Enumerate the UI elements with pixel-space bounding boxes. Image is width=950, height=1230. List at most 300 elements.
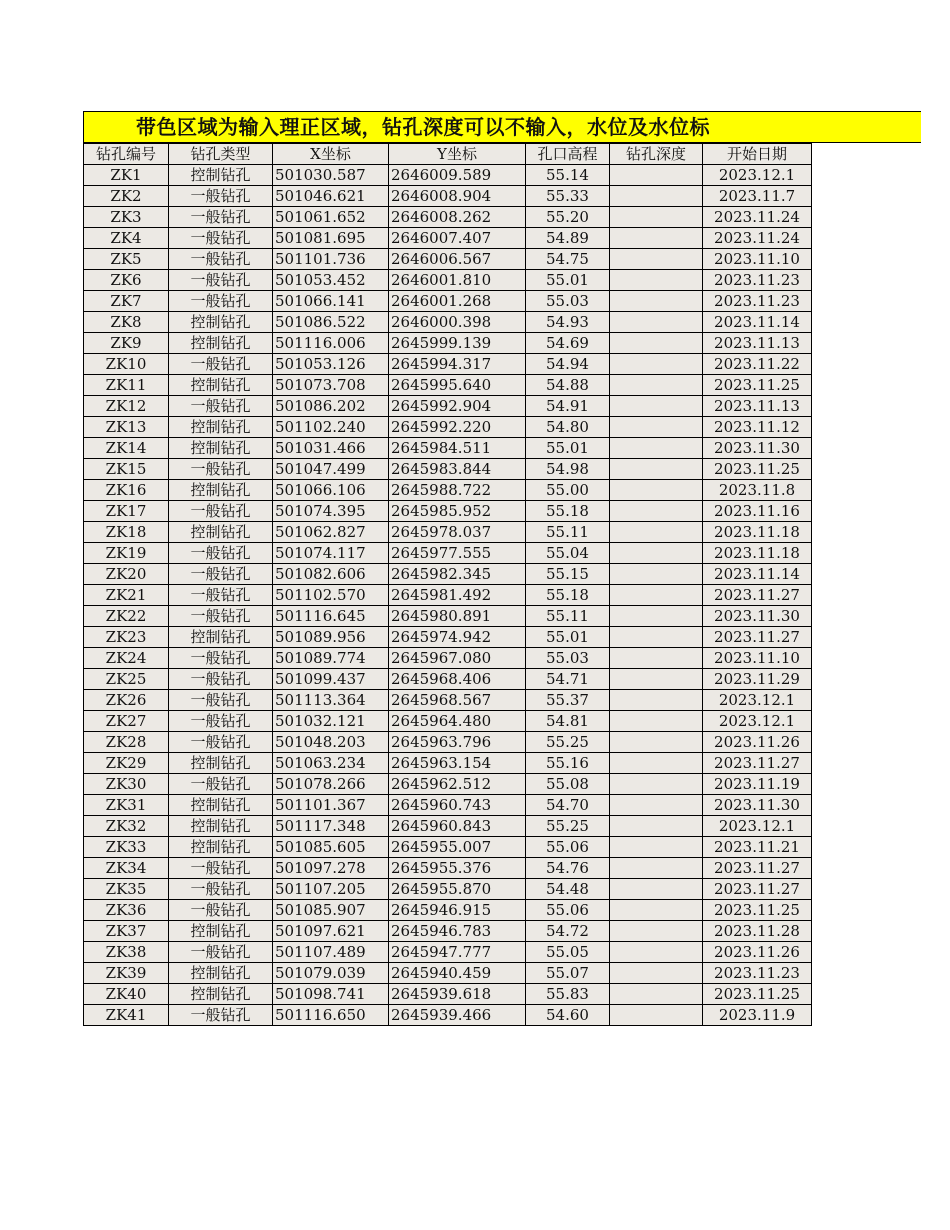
cell-x-coordinate[interactable]: 501098.741 xyxy=(273,984,389,1005)
cell-start-date[interactable]: 2023.11.25 xyxy=(703,375,812,396)
cell-borehole-depth[interactable] xyxy=(610,837,703,858)
cell-start-date[interactable]: 2023.11.24 xyxy=(703,207,812,228)
cell-y-coordinate[interactable]: 2645939.466 xyxy=(389,1005,526,1026)
cell-collar-elevation[interactable]: 54.72 xyxy=(526,921,610,942)
cell-borehole-type[interactable]: 控制钻孔 xyxy=(169,333,273,354)
header-y-coordinate[interactable]: Y坐标 xyxy=(389,144,526,165)
cell-start-date[interactable]: 2023.11.13 xyxy=(703,333,812,354)
cell-borehole-depth[interactable] xyxy=(610,711,703,732)
cell-collar-elevation[interactable]: 55.03 xyxy=(526,648,610,669)
cell-collar-elevation[interactable]: 54.76 xyxy=(526,858,610,879)
cell-y-coordinate[interactable]: 2646000.398 xyxy=(389,312,526,333)
cell-collar-elevation[interactable]: 55.16 xyxy=(526,753,610,774)
cell-borehole-id[interactable]: ZK23 xyxy=(84,627,169,648)
cell-borehole-id[interactable]: ZK40 xyxy=(84,984,169,1005)
cell-x-coordinate[interactable]: 501066.141 xyxy=(273,291,389,312)
cell-x-coordinate[interactable]: 501078.266 xyxy=(273,774,389,795)
cell-start-date[interactable]: 2023.11.18 xyxy=(703,543,812,564)
header-collar-elevation[interactable]: 孔口高程 xyxy=(526,144,610,165)
cell-y-coordinate[interactable]: 2645960.843 xyxy=(389,816,526,837)
cell-start-date[interactable]: 2023.11.26 xyxy=(703,732,812,753)
cell-borehole-depth[interactable] xyxy=(610,1005,703,1026)
cell-y-coordinate[interactable]: 2645992.220 xyxy=(389,417,526,438)
cell-x-coordinate[interactable]: 501099.437 xyxy=(273,669,389,690)
cell-start-date[interactable]: 2023.12.1 xyxy=(703,690,812,711)
cell-x-coordinate[interactable]: 501086.202 xyxy=(273,396,389,417)
cell-y-coordinate[interactable]: 2645946.915 xyxy=(389,900,526,921)
cell-borehole-id[interactable]: ZK30 xyxy=(84,774,169,795)
cell-x-coordinate[interactable]: 501053.452 xyxy=(273,270,389,291)
cell-borehole-type[interactable]: 一般钻孔 xyxy=(169,879,273,900)
cell-borehole-type[interactable]: 一般钻孔 xyxy=(169,354,273,375)
cell-borehole-id[interactable]: ZK25 xyxy=(84,669,169,690)
cell-collar-elevation[interactable]: 55.11 xyxy=(526,606,610,627)
cell-collar-elevation[interactable]: 55.14 xyxy=(526,165,610,186)
cell-borehole-id[interactable]: ZK26 xyxy=(84,690,169,711)
cell-y-coordinate[interactable]: 2645962.512 xyxy=(389,774,526,795)
cell-start-date[interactable]: 2023.11.27 xyxy=(703,753,812,774)
cell-start-date[interactable]: 2023.11.10 xyxy=(703,249,812,270)
cell-borehole-type[interactable]: 控制钻孔 xyxy=(169,984,273,1005)
cell-borehole-type[interactable]: 一般钻孔 xyxy=(169,249,273,270)
cell-collar-elevation[interactable]: 54.48 xyxy=(526,879,610,900)
cell-x-coordinate[interactable]: 501113.364 xyxy=(273,690,389,711)
cell-x-coordinate[interactable]: 501047.499 xyxy=(273,459,389,480)
header-start-date[interactable]: 开始日期 xyxy=(703,144,812,165)
cell-collar-elevation[interactable]: 55.05 xyxy=(526,942,610,963)
cell-collar-elevation[interactable]: 55.25 xyxy=(526,732,610,753)
cell-borehole-depth[interactable] xyxy=(610,921,703,942)
cell-borehole-depth[interactable] xyxy=(610,165,703,186)
cell-borehole-depth[interactable] xyxy=(610,207,703,228)
cell-start-date[interactable]: 2023.11.25 xyxy=(703,984,812,1005)
cell-borehole-type[interactable]: 一般钻孔 xyxy=(169,669,273,690)
cell-x-coordinate[interactable]: 501116.650 xyxy=(273,1005,389,1026)
cell-x-coordinate[interactable]: 501031.466 xyxy=(273,438,389,459)
cell-borehole-type[interactable]: 控制钻孔 xyxy=(169,312,273,333)
cell-borehole-type[interactable]: 控制钻孔 xyxy=(169,837,273,858)
cell-borehole-depth[interactable] xyxy=(610,480,703,501)
cell-borehole-depth[interactable] xyxy=(610,879,703,900)
cell-borehole-depth[interactable] xyxy=(610,984,703,1005)
cell-borehole-depth[interactable] xyxy=(610,501,703,522)
cell-x-coordinate[interactable]: 501066.106 xyxy=(273,480,389,501)
cell-borehole-id[interactable]: ZK19 xyxy=(84,543,169,564)
cell-borehole-id[interactable]: ZK22 xyxy=(84,606,169,627)
cell-start-date[interactable]: 2023.11.30 xyxy=(703,438,812,459)
cell-borehole-type[interactable]: 一般钻孔 xyxy=(169,1005,273,1026)
cell-y-coordinate[interactable]: 2645994.317 xyxy=(389,354,526,375)
cell-x-coordinate[interactable]: 501117.348 xyxy=(273,816,389,837)
cell-start-date[interactable]: 2023.11.9 xyxy=(703,1005,812,1026)
cell-x-coordinate[interactable]: 501116.645 xyxy=(273,606,389,627)
cell-y-coordinate[interactable]: 2645963.154 xyxy=(389,753,526,774)
cell-start-date[interactable]: 2023.11.19 xyxy=(703,774,812,795)
cell-borehole-depth[interactable] xyxy=(610,396,703,417)
cell-y-coordinate[interactable]: 2645963.796 xyxy=(389,732,526,753)
cell-start-date[interactable]: 2023.12.1 xyxy=(703,165,812,186)
cell-borehole-id[interactable]: ZK14 xyxy=(84,438,169,459)
cell-y-coordinate[interactable]: 2646006.567 xyxy=(389,249,526,270)
cell-start-date[interactable]: 2023.11.27 xyxy=(703,627,812,648)
cell-y-coordinate[interactable]: 2645955.376 xyxy=(389,858,526,879)
cell-y-coordinate[interactable]: 2645992.904 xyxy=(389,396,526,417)
cell-borehole-type[interactable]: 一般钻孔 xyxy=(169,648,273,669)
cell-y-coordinate[interactable]: 2646001.810 xyxy=(389,270,526,291)
cell-borehole-depth[interactable] xyxy=(610,942,703,963)
cell-collar-elevation[interactable]: 54.75 xyxy=(526,249,610,270)
cell-start-date[interactable]: 2023.11.27 xyxy=(703,858,812,879)
cell-collar-elevation[interactable]: 55.33 xyxy=(526,186,610,207)
cell-borehole-id[interactable]: ZK3 xyxy=(84,207,169,228)
cell-y-coordinate[interactable]: 2645947.777 xyxy=(389,942,526,963)
cell-borehole-depth[interactable] xyxy=(610,648,703,669)
cell-borehole-type[interactable]: 一般钻孔 xyxy=(169,900,273,921)
cell-y-coordinate[interactable]: 2646007.407 xyxy=(389,228,526,249)
cell-x-coordinate[interactable]: 501101.736 xyxy=(273,249,389,270)
cell-borehole-depth[interactable] xyxy=(610,690,703,711)
cell-start-date[interactable]: 2023.12.1 xyxy=(703,816,812,837)
cell-borehole-id[interactable]: ZK38 xyxy=(84,942,169,963)
cell-start-date[interactable]: 2023.11.27 xyxy=(703,879,812,900)
header-x-coordinate[interactable]: X坐标 xyxy=(273,144,389,165)
cell-borehole-type[interactable]: 一般钻孔 xyxy=(169,606,273,627)
cell-borehole-id[interactable]: ZK13 xyxy=(84,417,169,438)
cell-borehole-id[interactable]: ZK2 xyxy=(84,186,169,207)
cell-borehole-type[interactable]: 控制钻孔 xyxy=(169,375,273,396)
cell-y-coordinate[interactable]: 2645939.618 xyxy=(389,984,526,1005)
cell-x-coordinate[interactable]: 501048.203 xyxy=(273,732,389,753)
cell-borehole-depth[interactable] xyxy=(610,816,703,837)
cell-collar-elevation[interactable]: 55.15 xyxy=(526,564,610,585)
header-borehole-depth[interactable]: 钻孔深度 xyxy=(610,144,703,165)
cell-borehole-depth[interactable] xyxy=(610,669,703,690)
cell-collar-elevation[interactable]: 54.71 xyxy=(526,669,610,690)
cell-start-date[interactable]: 2023.11.18 xyxy=(703,522,812,543)
cell-start-date[interactable]: 2023.11.22 xyxy=(703,354,812,375)
cell-y-coordinate[interactable]: 2646008.904 xyxy=(389,186,526,207)
cell-borehole-depth[interactable] xyxy=(610,753,703,774)
cell-y-coordinate[interactable]: 2645955.007 xyxy=(389,837,526,858)
cell-y-coordinate[interactable]: 2645985.952 xyxy=(389,501,526,522)
cell-y-coordinate[interactable]: 2645968.406 xyxy=(389,669,526,690)
table-row xyxy=(84,585,812,606)
cell-borehole-id[interactable]: ZK29 xyxy=(84,753,169,774)
cell-borehole-type[interactable]: 一般钻孔 xyxy=(169,270,273,291)
cell-borehole-depth[interactable] xyxy=(610,186,703,207)
cell-borehole-id[interactable]: ZK27 xyxy=(84,711,169,732)
cell-y-coordinate[interactable]: 2646001.268 xyxy=(389,291,526,312)
cell-borehole-id[interactable]: ZK15 xyxy=(84,459,169,480)
cell-y-coordinate[interactable]: 2645960.743 xyxy=(389,795,526,816)
cell-y-coordinate[interactable]: 2645995.640 xyxy=(389,375,526,396)
cell-borehole-id[interactable]: ZK28 xyxy=(84,732,169,753)
cell-collar-elevation[interactable]: 54.88 xyxy=(526,375,610,396)
cell-start-date[interactable]: 2023.11.24 xyxy=(703,228,812,249)
cell-collar-elevation[interactable]: 55.83 xyxy=(526,984,610,1005)
cell-borehole-depth[interactable] xyxy=(610,438,703,459)
cell-borehole-type[interactable]: 一般钻孔 xyxy=(169,207,273,228)
cell-borehole-depth[interactable] xyxy=(610,522,703,543)
cell-borehole-id[interactable]: ZK41 xyxy=(84,1005,169,1026)
cell-x-coordinate[interactable]: 501085.605 xyxy=(273,837,389,858)
cell-borehole-id[interactable]: ZK17 xyxy=(84,501,169,522)
table-row xyxy=(84,921,812,942)
cell-borehole-type[interactable]: 一般钻孔 xyxy=(169,291,273,312)
cell-borehole-id[interactable]: ZK4 xyxy=(84,228,169,249)
cell-borehole-id[interactable]: ZK6 xyxy=(84,270,169,291)
cell-borehole-depth[interactable] xyxy=(610,312,703,333)
cell-borehole-id[interactable]: ZK10 xyxy=(84,354,169,375)
cell-y-coordinate[interactable]: 2645981.492 xyxy=(389,585,526,606)
cell-collar-elevation[interactable]: 55.01 xyxy=(526,438,610,459)
cell-borehole-type[interactable]: 控制钻孔 xyxy=(169,480,273,501)
cell-x-coordinate[interactable]: 501101.367 xyxy=(273,795,389,816)
cell-collar-elevation[interactable]: 55.18 xyxy=(526,501,610,522)
cell-borehole-type[interactable]: 控制钻孔 xyxy=(169,438,273,459)
cell-borehole-type[interactable]: 一般钻孔 xyxy=(169,228,273,249)
cell-x-coordinate[interactable]: 501053.126 xyxy=(273,354,389,375)
cell-y-coordinate[interactable]: 2645980.891 xyxy=(389,606,526,627)
cell-collar-elevation[interactable]: 54.93 xyxy=(526,312,610,333)
cell-x-coordinate[interactable]: 501032.121 xyxy=(273,711,389,732)
cell-borehole-depth[interactable] xyxy=(610,858,703,879)
cell-x-coordinate[interactable]: 501073.708 xyxy=(273,375,389,396)
cell-borehole-depth[interactable] xyxy=(610,249,703,270)
cell-borehole-depth[interactable] xyxy=(610,564,703,585)
cell-borehole-depth[interactable] xyxy=(610,228,703,249)
cell-start-date[interactable]: 2023.11.27 xyxy=(703,585,812,606)
cell-y-coordinate[interactable]: 2645977.555 xyxy=(389,543,526,564)
cell-x-coordinate[interactable]: 501061.652 xyxy=(273,207,389,228)
cell-borehole-depth[interactable] xyxy=(610,585,703,606)
table-row xyxy=(84,627,812,648)
header-borehole-type[interactable]: 钻孔类型 xyxy=(169,144,273,165)
cell-start-date[interactable]: 2023.11.12 xyxy=(703,417,812,438)
cell-borehole-id[interactable]: ZK12 xyxy=(84,396,169,417)
cell-borehole-depth[interactable] xyxy=(610,270,703,291)
cell-borehole-type[interactable]: 一般钻孔 xyxy=(169,186,273,207)
cell-start-date[interactable]: 2023.11.28 xyxy=(703,921,812,942)
cell-borehole-type[interactable]: 一般钻孔 xyxy=(169,459,273,480)
table-row xyxy=(84,207,812,228)
cell-x-coordinate[interactable]: 501102.240 xyxy=(273,417,389,438)
cell-borehole-depth[interactable] xyxy=(610,963,703,984)
cell-borehole-depth[interactable] xyxy=(610,627,703,648)
cell-borehole-depth[interactable] xyxy=(610,606,703,627)
cell-x-coordinate[interactable]: 501079.039 xyxy=(273,963,389,984)
cell-start-date[interactable]: 2023.11.14 xyxy=(703,564,812,585)
cell-x-coordinate[interactable]: 501063.234 xyxy=(273,753,389,774)
cell-borehole-type[interactable]: 一般钻孔 xyxy=(169,732,273,753)
cell-x-coordinate[interactable]: 501081.695 xyxy=(273,228,389,249)
cell-collar-elevation[interactable]: 55.01 xyxy=(526,627,610,648)
cell-start-date[interactable]: 2023.11.30 xyxy=(703,606,812,627)
cell-start-date[interactable]: 2023.11.14 xyxy=(703,312,812,333)
cell-collar-elevation[interactable]: 54.80 xyxy=(526,417,610,438)
cell-borehole-id[interactable]: ZK24 xyxy=(84,648,169,669)
cell-collar-elevation[interactable]: 55.11 xyxy=(526,522,610,543)
cell-y-coordinate[interactable]: 2645982.345 xyxy=(389,564,526,585)
cell-x-coordinate[interactable]: 501082.606 xyxy=(273,564,389,585)
cell-y-coordinate[interactable]: 2645964.480 xyxy=(389,711,526,732)
cell-borehole-id[interactable]: ZK39 xyxy=(84,963,169,984)
cell-x-coordinate[interactable]: 501074.395 xyxy=(273,501,389,522)
cell-y-coordinate[interactable]: 2645978.037 xyxy=(389,522,526,543)
cell-y-coordinate[interactable]: 2645988.722 xyxy=(389,480,526,501)
cell-start-date[interactable]: 2023.11.25 xyxy=(703,459,812,480)
cell-x-coordinate[interactable]: 501097.621 xyxy=(273,921,389,942)
cell-y-coordinate[interactable]: 2646008.262 xyxy=(389,207,526,228)
cell-collar-elevation[interactable]: 55.04 xyxy=(526,543,610,564)
cell-collar-elevation[interactable]: 55.06 xyxy=(526,837,610,858)
cell-borehole-type[interactable]: 控制钻孔 xyxy=(169,417,273,438)
cell-x-coordinate[interactable]: 501102.570 xyxy=(273,585,389,606)
cell-y-coordinate[interactable]: 2645968.567 xyxy=(389,690,526,711)
cell-x-coordinate[interactable]: 501046.621 xyxy=(273,186,389,207)
cell-start-date[interactable]: 2023.11.25 xyxy=(703,900,812,921)
cell-y-coordinate[interactable]: 2645940.459 xyxy=(389,963,526,984)
cell-borehole-id[interactable]: ZK31 xyxy=(84,795,169,816)
cell-borehole-type[interactable]: 控制钻孔 xyxy=(169,921,273,942)
cell-start-date[interactable]: 2023.12.1 xyxy=(703,711,812,732)
cell-borehole-depth[interactable] xyxy=(610,291,703,312)
cell-borehole-type[interactable]: 一般钻孔 xyxy=(169,942,273,963)
table-row xyxy=(84,543,812,564)
cell-borehole-type[interactable]: 控制钻孔 xyxy=(169,795,273,816)
cell-collar-elevation[interactable]: 54.69 xyxy=(526,333,610,354)
cell-start-date[interactable]: 2023.11.16 xyxy=(703,501,812,522)
cell-collar-elevation[interactable]: 55.20 xyxy=(526,207,610,228)
cell-borehole-depth[interactable] xyxy=(610,417,703,438)
cell-y-coordinate[interactable]: 2645967.080 xyxy=(389,648,526,669)
cell-borehole-type[interactable]: 控制钻孔 xyxy=(169,165,273,186)
cell-borehole-type[interactable]: 控制钻孔 xyxy=(169,816,273,837)
cell-borehole-type[interactable]: 一般钻孔 xyxy=(169,690,273,711)
cell-collar-elevation[interactable]: 54.89 xyxy=(526,228,610,249)
cell-borehole-id[interactable]: ZK35 xyxy=(84,879,169,900)
cell-start-date[interactable]: 2023.11.21 xyxy=(703,837,812,858)
cell-collar-elevation[interactable]: 55.37 xyxy=(526,690,610,711)
cell-collar-elevation[interactable]: 55.03 xyxy=(526,291,610,312)
cell-collar-elevation[interactable]: 54.94 xyxy=(526,354,610,375)
cell-borehole-id[interactable]: ZK5 xyxy=(84,249,169,270)
cell-y-coordinate[interactable]: 2645946.783 xyxy=(389,921,526,942)
cell-start-date[interactable]: 2023.11.7 xyxy=(703,186,812,207)
cell-x-coordinate[interactable]: 501086.522 xyxy=(273,312,389,333)
cell-borehole-id[interactable]: ZK18 xyxy=(84,522,169,543)
cell-borehole-depth[interactable] xyxy=(610,333,703,354)
cell-borehole-id[interactable]: ZK33 xyxy=(84,837,169,858)
cell-borehole-type[interactable]: 一般钻孔 xyxy=(169,564,273,585)
cell-borehole-id[interactable]: ZK37 xyxy=(84,921,169,942)
cell-y-coordinate[interactable]: 2646009.589 xyxy=(389,165,526,186)
cell-start-date[interactable]: 2023.11.10 xyxy=(703,648,812,669)
cell-borehole-type[interactable]: 一般钻孔 xyxy=(169,501,273,522)
cell-borehole-type[interactable]: 控制钻孔 xyxy=(169,963,273,984)
cell-borehole-type[interactable]: 一般钻孔 xyxy=(169,711,273,732)
cell-borehole-depth[interactable] xyxy=(610,459,703,480)
cell-x-coordinate[interactable]: 501107.489 xyxy=(273,942,389,963)
cell-collar-elevation[interactable]: 55.18 xyxy=(526,585,610,606)
table-row xyxy=(84,564,812,585)
cell-y-coordinate[interactable]: 2645984.511 xyxy=(389,438,526,459)
cell-start-date[interactable]: 2023.11.13 xyxy=(703,396,812,417)
cell-borehole-type[interactable]: 一般钻孔 xyxy=(169,585,273,606)
cell-borehole-id[interactable]: ZK21 xyxy=(84,585,169,606)
cell-borehole-id[interactable]: ZK32 xyxy=(84,816,169,837)
cell-start-date[interactable]: 2023.11.23 xyxy=(703,270,812,291)
cell-x-coordinate[interactable]: 501116.006 xyxy=(273,333,389,354)
cell-borehole-depth[interactable] xyxy=(610,375,703,396)
cell-collar-elevation[interactable]: 54.60 xyxy=(526,1005,610,1026)
cell-borehole-id[interactable]: ZK20 xyxy=(84,564,169,585)
cell-x-coordinate[interactable]: 501097.278 xyxy=(273,858,389,879)
cell-collar-elevation[interactable]: 55.07 xyxy=(526,963,610,984)
cell-borehole-id[interactable]: ZK34 xyxy=(84,858,169,879)
cell-collar-elevation[interactable]: 55.06 xyxy=(526,900,610,921)
cell-borehole-id[interactable]: ZK9 xyxy=(84,333,169,354)
cell-y-coordinate[interactable]: 2645983.844 xyxy=(389,459,526,480)
header-borehole-id[interactable]: 钻孔编号 xyxy=(84,144,169,165)
cell-x-coordinate[interactable]: 501089.774 xyxy=(273,648,389,669)
cell-collar-elevation[interactable]: 55.01 xyxy=(526,270,610,291)
cell-borehole-type[interactable]: 一般钻孔 xyxy=(169,774,273,795)
cell-collar-elevation[interactable]: 55.00 xyxy=(526,480,610,501)
cell-borehole-id[interactable]: ZK16 xyxy=(84,480,169,501)
cell-x-coordinate[interactable]: 501085.907 xyxy=(273,900,389,921)
cell-start-date[interactable]: 2023.11.26 xyxy=(703,942,812,963)
cell-start-date[interactable]: 2023.11.29 xyxy=(703,669,812,690)
cell-borehole-depth[interactable] xyxy=(610,732,703,753)
cell-collar-elevation[interactable]: 55.08 xyxy=(526,774,610,795)
cell-start-date[interactable]: 2023.11.23 xyxy=(703,291,812,312)
cell-y-coordinate[interactable]: 2645955.870 xyxy=(389,879,526,900)
cell-borehole-type[interactable]: 控制钻孔 xyxy=(169,753,273,774)
cell-y-coordinate[interactable]: 2645999.139 xyxy=(389,333,526,354)
cell-collar-elevation[interactable]: 54.70 xyxy=(526,795,610,816)
cell-x-coordinate[interactable]: 501030.587 xyxy=(273,165,389,186)
cell-start-date[interactable]: 2023.11.30 xyxy=(703,795,812,816)
cell-x-coordinate[interactable]: 501062.827 xyxy=(273,522,389,543)
cell-borehole-type[interactable]: 一般钻孔 xyxy=(169,858,273,879)
cell-x-coordinate[interactable]: 501074.117 xyxy=(273,543,389,564)
cell-borehole-id[interactable]: ZK7 xyxy=(84,291,169,312)
cell-borehole-type[interactable]: 控制钻孔 xyxy=(169,627,273,648)
cell-borehole-type[interactable]: 一般钻孔 xyxy=(169,396,273,417)
cell-x-coordinate[interactable]: 501107.205 xyxy=(273,879,389,900)
cell-borehole-type[interactable]: 控制钻孔 xyxy=(169,522,273,543)
cell-collar-elevation[interactable]: 54.91 xyxy=(526,396,610,417)
cell-borehole-depth[interactable] xyxy=(610,543,703,564)
cell-borehole-depth[interactable] xyxy=(610,795,703,816)
cell-collar-elevation[interactable]: 54.81 xyxy=(526,711,610,732)
cell-y-coordinate[interactable]: 2645974.942 xyxy=(389,627,526,648)
cell-x-coordinate[interactable]: 501089.956 xyxy=(273,627,389,648)
cell-start-date[interactable]: 2023.11.8 xyxy=(703,480,812,501)
cell-start-date[interactable]: 2023.11.23 xyxy=(703,963,812,984)
cell-borehole-id[interactable]: ZK11 xyxy=(84,375,169,396)
cell-collar-elevation[interactable]: 54.98 xyxy=(526,459,610,480)
cell-borehole-id[interactable]: ZK1 xyxy=(84,165,169,186)
cell-borehole-depth[interactable] xyxy=(610,900,703,921)
cell-collar-elevation[interactable]: 55.25 xyxy=(526,816,610,837)
cell-borehole-id[interactable]: ZK36 xyxy=(84,900,169,921)
cell-borehole-depth[interactable] xyxy=(610,774,703,795)
cell-borehole-depth[interactable] xyxy=(610,354,703,375)
cell-borehole-type[interactable]: 一般钻孔 xyxy=(169,543,273,564)
cell-borehole-id[interactable]: ZK8 xyxy=(84,312,169,333)
